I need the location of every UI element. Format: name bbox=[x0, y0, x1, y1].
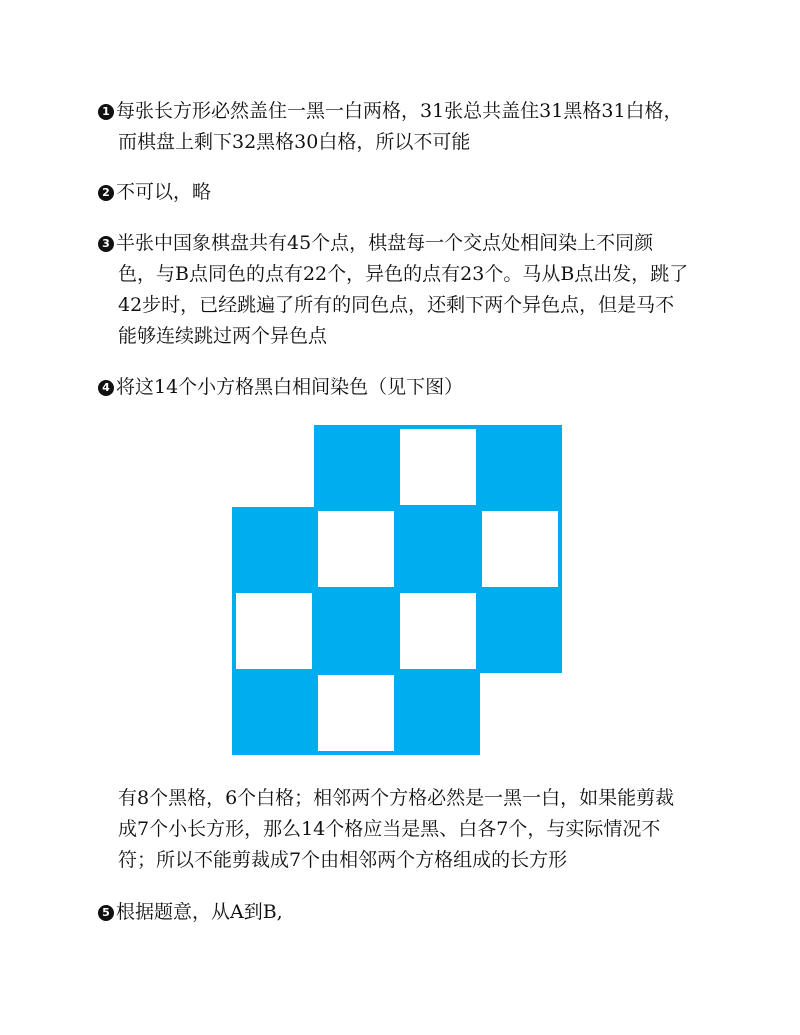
grid-cell-border bbox=[314, 589, 398, 673]
grid-cell-white bbox=[318, 511, 394, 587]
grid-cell-border bbox=[396, 671, 480, 755]
item-4-line-1: 将这14个小方格黑白相间染色（见下图） bbox=[116, 376, 464, 398]
item-1-line-1: 每张长方形必然盖住一黑一白两格，31张总共盖住31黑格31白格， bbox=[116, 100, 683, 122]
item-3-line-3: 42步时，已经跳遍了所有的同色点，还剩下两个异色点，但是马不 bbox=[118, 294, 675, 316]
item-3-line-1: 半张中国象棋盘共有45个点，棋盘每一个交点处相间染上不同颜 bbox=[116, 232, 654, 254]
item-number-badge: 2 bbox=[98, 185, 114, 201]
grid-cell-white bbox=[400, 593, 476, 669]
grid-cell-white bbox=[400, 429, 476, 505]
grid-cell-border bbox=[232, 507, 316, 591]
grid-cell-border bbox=[314, 425, 398, 509]
item-number-badge: 3 bbox=[98, 236, 114, 252]
answer-item-4-explanation bbox=[98, 783, 708, 876]
grid-cell-white bbox=[318, 675, 394, 751]
explanation-line-2: 成7个小长方形，那么14个格应当是黑、白各7个，与实际情况不 bbox=[118, 818, 661, 840]
answer-item-2 bbox=[98, 177, 708, 208]
item-1-line-2: 而棋盘上剩下32黑格30白格，所以不可能 bbox=[118, 131, 471, 153]
item-5-line-1: 根据题意，从A到B, bbox=[116, 901, 283, 923]
answer-item-3 bbox=[98, 228, 708, 352]
grid-cell-white bbox=[236, 593, 312, 669]
explanation-line-3: 符；所以不能剪裁成7个由相邻两个方格组成的长方形 bbox=[118, 849, 568, 871]
item-2-line-1: 不可以，略 bbox=[116, 181, 212, 203]
item-number-badge: 4 bbox=[98, 380, 114, 396]
item-3-line-2: 色，与B点同色的点有22个，异色的点有23个。马从B点出发，跳了 bbox=[118, 263, 689, 285]
item-number-badge: 5 bbox=[98, 905, 114, 921]
answer-item-4 bbox=[98, 372, 708, 403]
item-number-badge: 1 bbox=[98, 104, 114, 120]
grid-cell-border bbox=[396, 507, 480, 591]
grid-cell-border bbox=[232, 671, 316, 755]
grid-cell-border bbox=[478, 425, 562, 509]
item-3-line-4: 能够连续跳过两个异色点 bbox=[118, 325, 328, 347]
answer-item-5 bbox=[98, 897, 708, 928]
explanation-line-1: 有8个黑格，6个白格；相邻两个方格必然是一黑一白，如果能剪裁 bbox=[118, 787, 675, 809]
grid-cell-border bbox=[478, 589, 562, 673]
grid-cell-white bbox=[482, 511, 558, 587]
answer-item-1 bbox=[98, 96, 708, 158]
